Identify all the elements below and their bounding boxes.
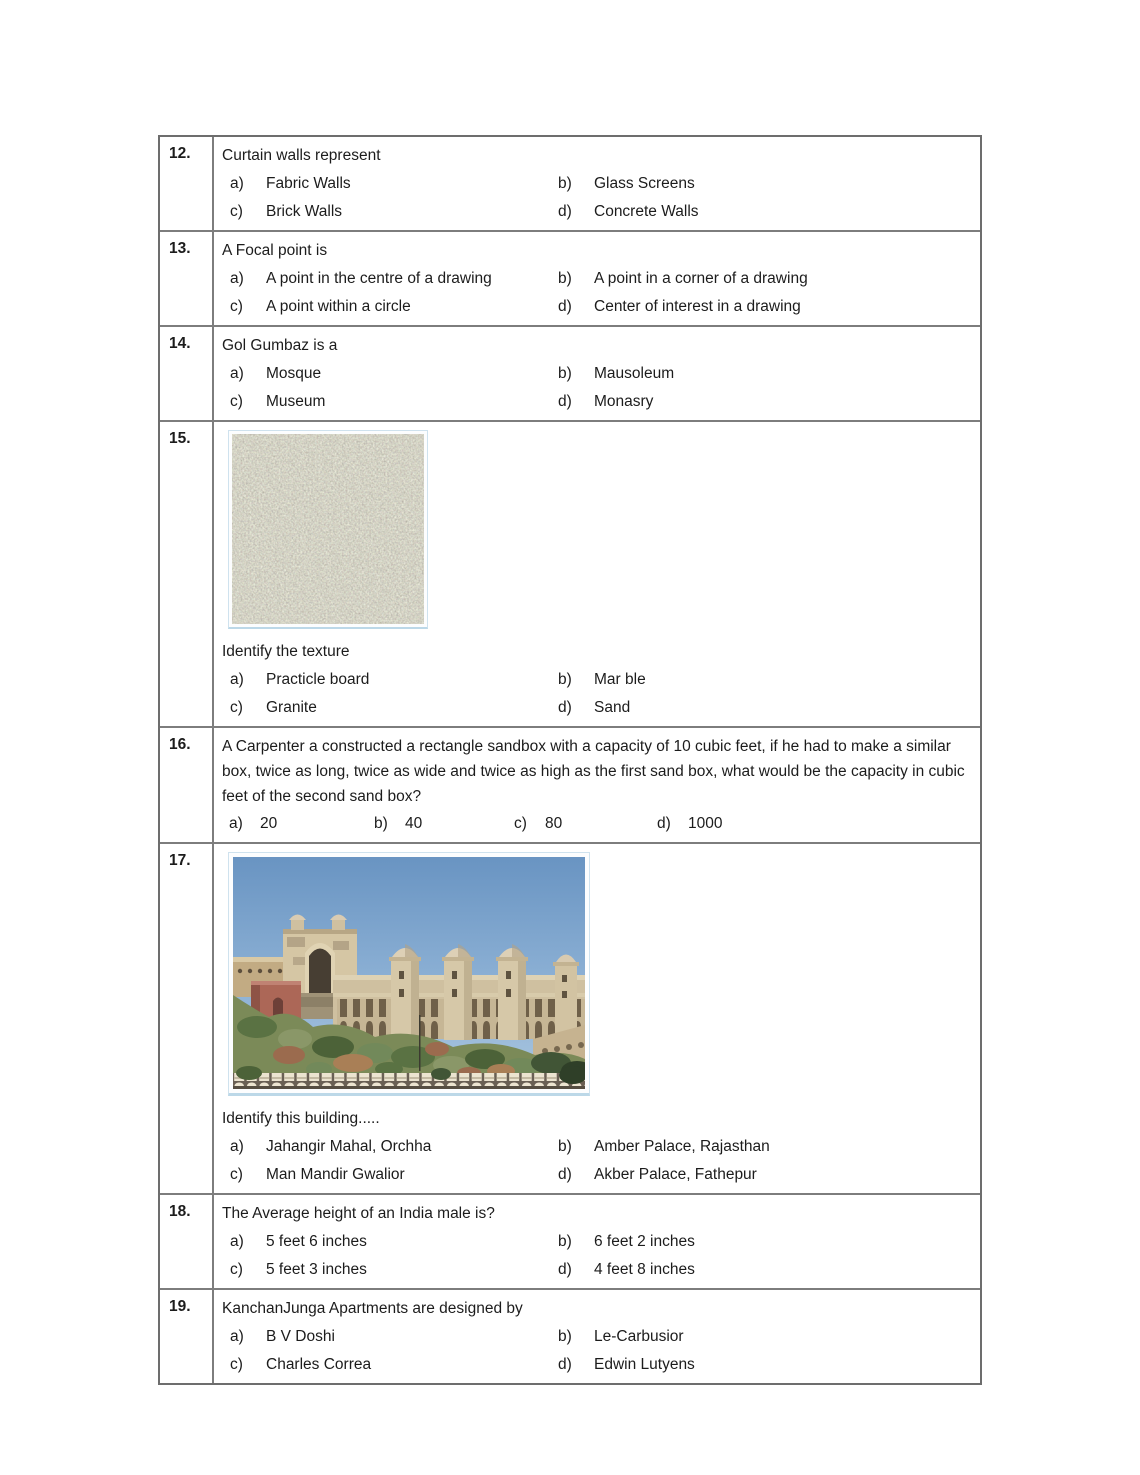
- option-text: Sand: [594, 699, 631, 716]
- option-a: [230, 269, 558, 289]
- option-text: Fabric Walls: [266, 175, 351, 192]
- option-text: Monasry: [594, 393, 654, 410]
- option-label: a): [230, 270, 244, 287]
- option-label: a): [230, 671, 244, 688]
- question-row-19: [160, 1288, 980, 1383]
- tower-1: [389, 944, 421, 1040]
- question-text: Identify this building.....: [222, 1110, 380, 1127]
- option-d: [558, 1165, 966, 1185]
- option-a: [230, 670, 558, 690]
- question-row-15: [160, 420, 980, 726]
- option-label: b): [558, 1233, 572, 1250]
- option-text: Glass Screens: [594, 175, 695, 192]
- option-b: [558, 269, 966, 289]
- option-label: d): [558, 298, 572, 315]
- option-label: d): [558, 393, 572, 410]
- option-text: Charles Correa: [266, 1356, 372, 1373]
- option-text: Mosque: [266, 365, 322, 382]
- option-label: d): [558, 1356, 572, 1373]
- option-text: A point in a corner of a drawing: [594, 270, 808, 287]
- option-b: [558, 1137, 966, 1157]
- option-label: a): [230, 1328, 244, 1345]
- option-label: a): [230, 365, 244, 382]
- option-a: [230, 1232, 558, 1252]
- option-label: a): [230, 1233, 244, 1250]
- option-text: Brick Walls: [266, 203, 343, 220]
- options-grid: [230, 269, 966, 317]
- option-text: Jahangir Mahal, Orchha: [266, 1138, 432, 1155]
- option-c: [230, 202, 558, 222]
- option-d: [558, 297, 966, 317]
- question-text: A Carpenter a constructed a rectangle sandbox with a capacity of 10 cubic feet, if he had to make a similar box, twice as long, twice as wide and twice as high as the first sand box, what would be the capacity in cubic feet of the second sand box?: [222, 738, 965, 805]
- option-text: Practicle board: [266, 671, 370, 688]
- options-row: [229, 814, 966, 834]
- options-grid: [230, 364, 966, 412]
- option-a: [230, 1137, 558, 1157]
- option-text: Le-Carbusior: [594, 1328, 684, 1345]
- question-row-14: [160, 325, 980, 420]
- question-text: Identify the texture: [222, 643, 350, 660]
- option-text: Man Mandir Gwalior: [266, 1166, 405, 1183]
- option-label: b): [374, 815, 388, 832]
- option-b: [558, 670, 966, 690]
- question-row-16: [160, 726, 980, 842]
- question-text: The Average height of an India male is?: [222, 1205, 495, 1222]
- question-number: 13.: [160, 232, 214, 325]
- options-grid: [230, 670, 966, 718]
- option-label: b): [558, 1138, 572, 1155]
- corner-tower: [553, 955, 579, 1040]
- granite-texture-image: [228, 430, 428, 629]
- option-b: [558, 1232, 966, 1252]
- option-label: d): [558, 699, 572, 716]
- option-c: [230, 1355, 558, 1375]
- option-c: [230, 1260, 558, 1280]
- question-number: 12.: [160, 137, 214, 230]
- option-a: [230, 174, 558, 194]
- option-label: c): [230, 393, 243, 410]
- question-row-17: [160, 842, 980, 1193]
- option-label: a): [230, 1138, 244, 1155]
- question-table: [158, 135, 982, 1385]
- option-label: c): [230, 1261, 243, 1278]
- option-c: [514, 814, 657, 834]
- option-label: b): [558, 671, 572, 688]
- option-text: Museum: [266, 393, 326, 410]
- option-d: [558, 202, 966, 222]
- option-text: 40: [405, 815, 423, 832]
- options-grid: [230, 1232, 966, 1280]
- option-d: [558, 1355, 966, 1375]
- question-row-18: [160, 1193, 980, 1288]
- option-c: [230, 392, 558, 412]
- option-label: b): [558, 175, 572, 192]
- amber-palace-photo: [228, 852, 590, 1096]
- option-b: [374, 814, 514, 834]
- question-number: 15.: [160, 422, 214, 726]
- option-label: b): [558, 365, 572, 382]
- option-label: c): [230, 699, 243, 716]
- option-text: 6 feet 2 inches: [594, 1233, 695, 1250]
- option-text: 80: [545, 815, 563, 832]
- option-label: c): [230, 1166, 243, 1183]
- question-number: 14.: [160, 327, 214, 420]
- option-text: 5 feet 6 inches: [266, 1233, 367, 1250]
- option-text: Akber Palace, Fathepur: [594, 1166, 757, 1183]
- question-text: Curtain walls represent: [222, 147, 381, 164]
- option-text: A point within a circle: [266, 298, 411, 315]
- option-text: Edwin Lutyens: [594, 1356, 695, 1373]
- tower-3: [496, 944, 528, 1040]
- option-label: c): [230, 203, 243, 220]
- option-text: Mausoleum: [594, 365, 675, 382]
- option-label: d): [657, 815, 671, 832]
- option-text: 4 feet 8 inches: [594, 1261, 695, 1278]
- option-text: 1000: [688, 815, 723, 832]
- option-d: [558, 1260, 966, 1280]
- option-label: a): [229, 815, 243, 832]
- option-b: [558, 1327, 966, 1347]
- option-b: [558, 364, 966, 384]
- option-text: Mar ble: [594, 671, 646, 688]
- option-c: [230, 297, 558, 317]
- question-row-13: [160, 230, 980, 325]
- option-text: A point in the centre of a drawing: [266, 270, 492, 287]
- option-text: Amber Palace, Rajasthan: [594, 1138, 770, 1155]
- tower-2: [442, 944, 474, 1040]
- option-label: b): [558, 1328, 572, 1345]
- options-grid: [230, 1327, 966, 1375]
- option-label: c): [230, 1356, 243, 1373]
- option-d: [558, 698, 966, 718]
- option-a: [230, 1327, 558, 1347]
- option-text: Granite: [266, 699, 317, 716]
- option-label: c): [514, 815, 527, 832]
- option-text: Center of interest in a drawing: [594, 298, 801, 315]
- option-text: Concrete Walls: [594, 203, 699, 220]
- option-label: d): [558, 1261, 572, 1278]
- option-label: c): [230, 298, 243, 315]
- option-c: [230, 1165, 558, 1185]
- question-row-12: [160, 137, 980, 230]
- question-text: KanchanJunga Apartments are designed by: [222, 1300, 523, 1317]
- option-label: a): [230, 175, 244, 192]
- option-d: [558, 392, 966, 412]
- question-text: Gol Gumbaz is a: [222, 337, 338, 354]
- option-label: d): [558, 1166, 572, 1183]
- options-grid: [230, 1137, 966, 1185]
- option-a: [230, 364, 558, 384]
- question-number: 19.: [160, 1290, 214, 1383]
- option-label: b): [558, 270, 572, 287]
- option-a: [229, 814, 374, 834]
- option-text: 20: [260, 815, 278, 832]
- option-text: 5 feet 3 inches: [266, 1261, 367, 1278]
- option-text: B V Doshi: [266, 1328, 335, 1345]
- option-c: [230, 698, 558, 718]
- question-text: A Focal point is: [222, 242, 328, 259]
- option-b: [558, 174, 966, 194]
- question-number: 17.: [160, 844, 214, 1193]
- option-d: [657, 814, 966, 834]
- option-label: d): [558, 203, 572, 220]
- question-number: 18.: [160, 1195, 214, 1288]
- question-number: 16.: [160, 728, 214, 842]
- options-grid: [230, 174, 966, 222]
